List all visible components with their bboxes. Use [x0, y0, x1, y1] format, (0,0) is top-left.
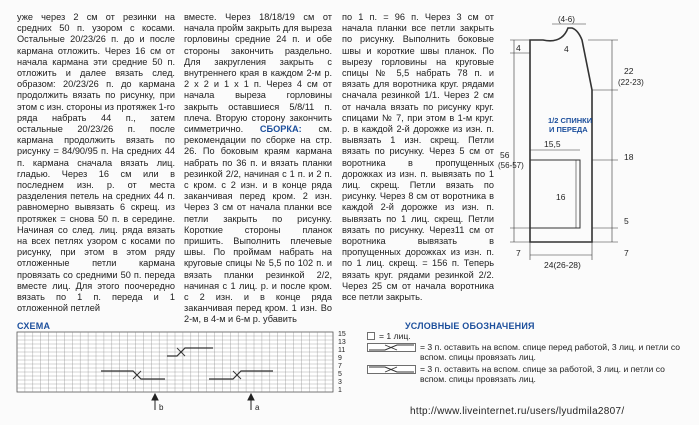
legend-symbol-cross-front [367, 343, 417, 352]
dim-bottom-left: 7 [516, 248, 521, 258]
instructions-column-2 [184, 12, 332, 325]
row-9: 9 [338, 355, 342, 362]
dim-width: 24(26-28) [544, 260, 581, 270]
chart-grid [17, 332, 333, 392]
dim-top-width: (4-6) [558, 15, 575, 24]
dim-shoulder-right: 4 [564, 44, 569, 54]
dim-shoulder-left: 4 [516, 43, 521, 53]
legend-symbol-cross-back [367, 365, 417, 374]
dim-armhole-alt: (22-23) [618, 78, 644, 87]
row-3: 3 [338, 379, 342, 386]
dim-armhole: 22 [624, 66, 634, 76]
pattern-title-line1: 1/2 СПИНКИ [548, 116, 593, 125]
dim-bottom-right: 7 [624, 248, 629, 258]
dim-total-height-alt: (56-57) [498, 161, 524, 170]
knitting-chart [15, 330, 360, 420]
dim-pocket-width: 15,5 [544, 139, 561, 149]
row-7: 7 [338, 363, 342, 370]
legend-cross-back-1: = 3 п. оставить на вспом. спице за работой, 3 лиц. и петли со [420, 364, 665, 374]
legend-symbol-knit [367, 332, 375, 340]
schema-title: СХЕМА [17, 321, 51, 331]
arrow-a-label: a [255, 403, 260, 412]
pattern-title-line2: И ПЕРЕДА [549, 125, 588, 134]
row-1: 1 [338, 387, 342, 394]
garment-pattern-diagram [500, 10, 699, 310]
dim-total-height: 56 [500, 150, 510, 160]
row-11: 11 [338, 347, 346, 354]
instructions-column-3: по 1 п. = 96 п. Через 3 см от начала планки все петли закрыть по рисунку. Выполнить боковые швы и короткие швы планок. По вырезу горловины на круговые спицы № 5,5 набрать 78 п. и вязать для воротника круг. рядами сначала резинкой 1/1. Через 2 см от начала вязать по рисунку круг. спицами № 7, при этом в 1-м круг. р. в каждой 2-й дорожке из изн. п. вывязать 1 изн. скрещ. Петли вязать по рисунку. Через 5 см от воротника в пропущенных дорожках из изн. п. вывязать по 1 лиц. скрещ. Петли вязать по рисунку. Через 8 см от воротника в каждой 2-й дорожке из изн. п. вывязать по 1 лиц. скрещ. Петли вязать по рисунку. Через11 см от воротника вывязать в пропущенных дорожках из изн. п. по 1 лиц. скрещ. = 156 п. Теперь вязать круг. рядами резинкой 2/2. Через 25 см от начала воротника все петли закрыть. [342, 12, 494, 303]
col2-text-1: вместе. Через 18/18/19 см от начала пройм закрыть для выреза горловины средние 24 п. и обе стороны закончить раздельно. Для закругления закрыть с внутреннего края в каждом 2-м р. 2 х 2 и 1 х 1 п. Через 4 см от начала выреза горловины закрыть оставшиеся 5/8/11 п. плеча. Вторую сторону закончить симметрично. [184, 12, 332, 135]
row-5: 5 [338, 371, 342, 378]
row-15: 15 [338, 331, 346, 338]
legend-cross-front-1: = 3 п. оставить на вспом. спице перед работой, 3 лиц. и петли со [420, 342, 681, 352]
row-13: 13 [338, 339, 346, 346]
source-url: http://www.liveinternet.ru/users/lyudmila2807/ [410, 406, 625, 417]
legend-knit: = 1 лиц. [379, 331, 411, 341]
assembly-heading: СБОРКА: [259, 124, 302, 135]
legend-cross-back-2: вспом. спицы провязать лиц. [420, 374, 536, 384]
dim-side-upper: 18 [624, 152, 634, 162]
dim-pocket-height: 16 [556, 192, 566, 202]
legend-title: УСЛОВНЫЕ ОБОЗНАЧЕНИЯ [405, 321, 535, 331]
arrow-b-label: b [159, 403, 164, 412]
instructions-column-1: уже через 2 см от резинки на средних 50 п. узором с косами. Остальные 20/23/26 п. до и после кармана отложить. Через 16 см от начала кармана эти средние 50 п. отложить и далее вязать след. образом: 20/23/26 п. до кармана продолжить вязать по рисунку, при этом с изн. стороны из протяжек 1-го ряда набрать 44 п., затем остальные 20/23/26 п. после кармана продолжить вязать по рисунку = 84/90/95 п. На средних 44 п. кармана сначала вязать лиц. гладью. Через 16 см или в последнем изн. р. от места разделения петель на средних 44 п. равномерно вывязать 6 скрещ. из протяжек = снова 50 п. в середине. Начиная со след. лиц. ряда вязать на всех петлях узором с косами по рисунку, при этом в этом ряду отложенные петли кармана провязать со средними 50 п. переда вместе лиц. Для этого поочередно вязать по 1 п. переда и 1 отложенной петлей [17, 12, 175, 314]
legend-cross-front-2: вспом. спицы провязать лиц. [420, 352, 536, 362]
col2-text-2: см. рекомендации по сборке на стр. 26. По боковым краям кармана набрать по 36 п. и вязать планки резинкой 2/2, начиная с 1 п. и 2 п. с кром. с 2 изн. и в конце ряда заканчивая перед кром. 2 изн. Через 3 см от начала планки все петли закрыть по рисунку. Короткие стороны планок пришить. Выполнить плечевые швы. По проймам набрать на круговые спицы № 5,5 по 102 п. и вязать планки резинкой 2/2, начиная с 1 лиц. р. и после кром. с 2 изн. и в конце ряда заканчивая перед кром. 1 изн. Во 2-м, в 4-м и 6-м р. убавить [184, 124, 332, 325]
dim-side-mid: 5 [624, 216, 629, 226]
